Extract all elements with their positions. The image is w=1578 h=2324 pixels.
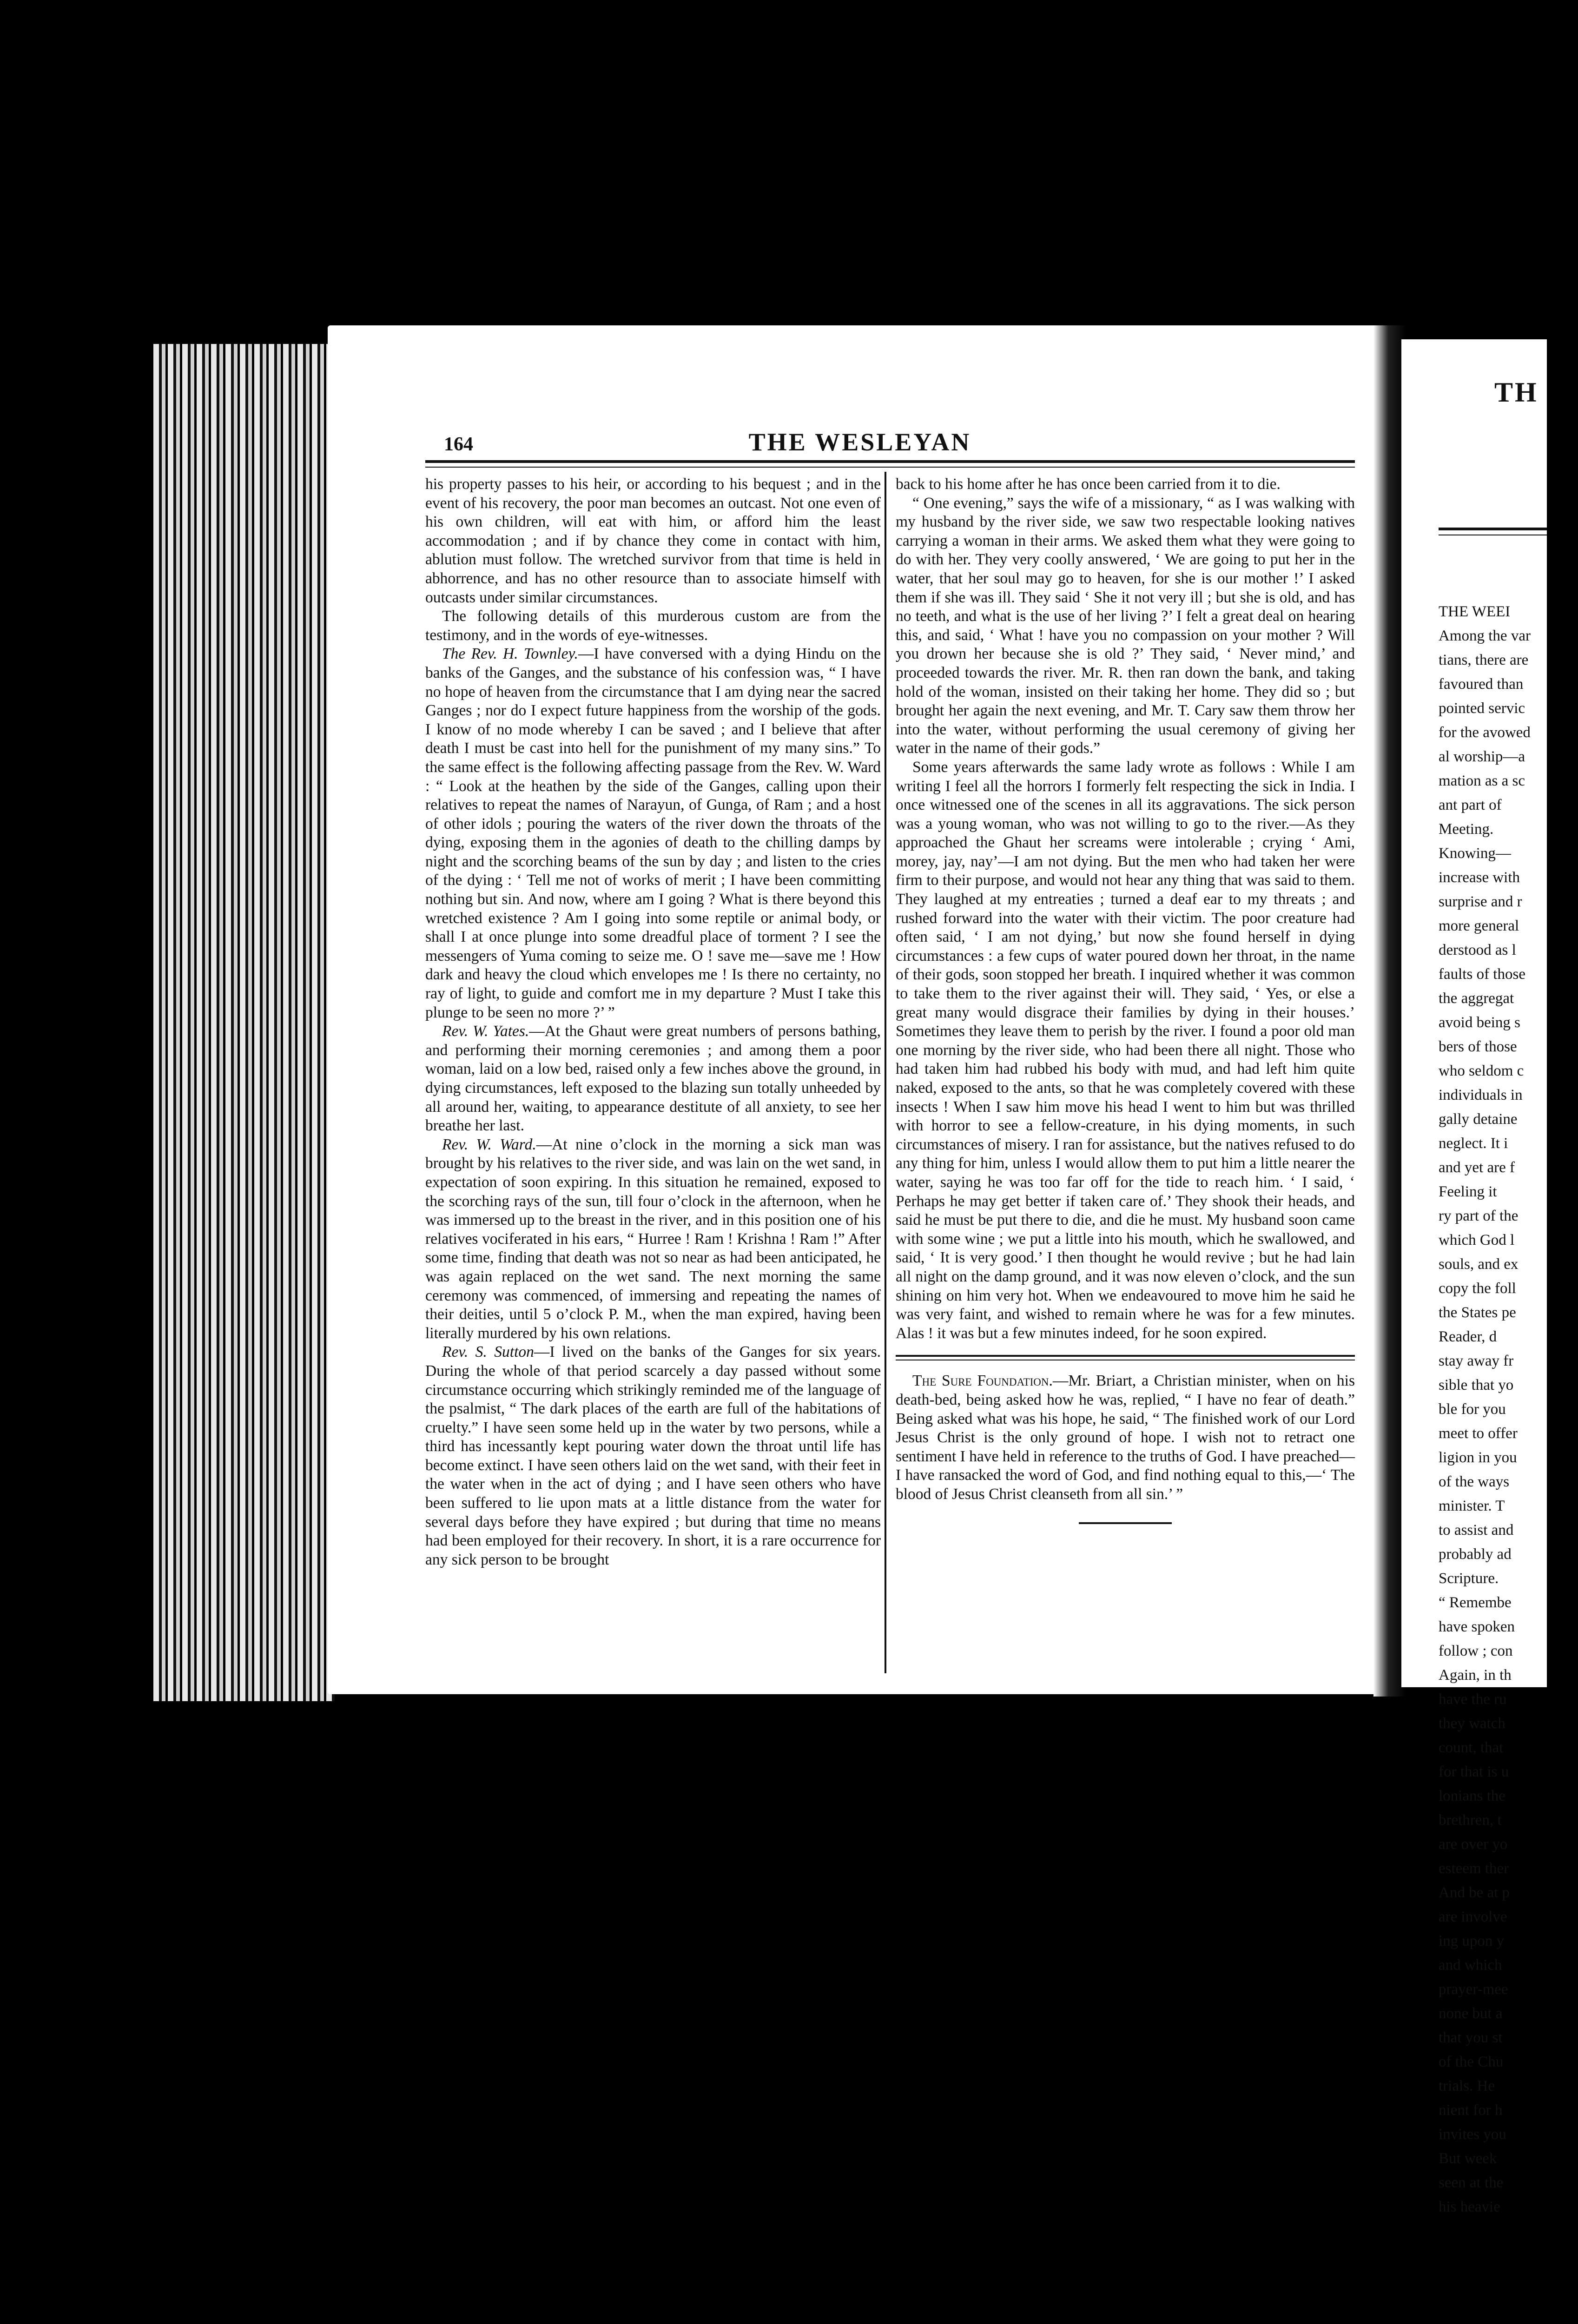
next-page-line: Among the var xyxy=(1439,627,1531,644)
column-divider xyxy=(885,472,886,1673)
next-page-line: prayer-mee xyxy=(1439,1981,1508,1998)
next-page-line: “ Remembe xyxy=(1439,1594,1512,1611)
next-page-line: count, that xyxy=(1439,1739,1504,1756)
next-page-line: of the Chu xyxy=(1439,2053,1504,2070)
next-page-line: the aggregat xyxy=(1439,990,1514,1007)
page-number: 164 xyxy=(444,434,473,455)
next-page-line: follow ; con xyxy=(1439,1643,1513,1659)
paragraph xyxy=(425,607,881,645)
next-page-line: esteem ther xyxy=(1439,1860,1509,1877)
next-page-line: surprise and r xyxy=(1439,893,1522,910)
next-page-running-head: TH xyxy=(1494,377,1538,408)
paragraph-text: “ One evening,” says the wife of a missionary, “ as I was walking with my husband by the river side, we saw two respectable looking natives carrying a woman in their arms. We asked them what they were going to do with her. They very coolly answered, ‘ We are going to put her in the water, that her soul may go to heaven, for she is our mother !’ I asked them if she was ill. They said ‘ She it not very ill ; but she is old, and has no teeth, and what is the use of her living ?’ I felt a great deal on hearing this, and said, ‘ What ! have you no compassion on your mother ? Will you drown her because she is old ?’ They said, ‘ Never mind,’ and proceeded towards the river. Mr. R. then ran down the bank, and taking hold of the woman, insisted on their taking her home. They did so ; but brought her again the next evening, and Mr. T. Cary saw them throw her into the water, without performing the usual ceremony of giving her water in the name of their gods.” xyxy=(896,494,1355,757)
header-rule xyxy=(425,460,1355,463)
next-page-line: have the ru xyxy=(1439,1691,1507,1708)
next-page-line: none but a xyxy=(1439,2005,1503,2022)
next-page-line: faults of those xyxy=(1439,966,1525,983)
next-page-line: invites you xyxy=(1439,2126,1506,2143)
next-page-line: bers of those xyxy=(1439,1038,1517,1055)
next-page-line: brethren, t xyxy=(1439,1812,1502,1829)
next-page-line: avoid being s xyxy=(1439,1014,1520,1031)
paragraph-text: Some years afterwards the same lady wrote as follows : While I am writing I feel all the horrors I formerly felt respecting the sick in India. I once witnessed one of the scenes in all its aggravations. The sick person was a young woman, who was not willing to go to the river.—As they approached the Ghaut her screams were intolerable ; crying ‘ Ami, morey, jay, nay’—I am not dying. But the men who had taken her were firm to their purpose, and would not hear any thing that was said to them. They laughed at my entreaties ; turned a deaf ear to my threats ; and rushed forward into the water with their victim. The poor creature had often said, ‘ I am not dying,’ but now she found herself in dying circumstances : a few cups of water poured down her throat, in the name of their gods, soon stopped her breath. I inquired whether it was common to take them to the river against their will. They said, ‘ Yes, or else a great many would disgrace their families by dying in their houses.’ Sometimes they leave them to perish by the river. I found a poor old man one morning by the river side, who had been there all night. Those who had taken him had rubbed his body with mud, and had left him quite naked, exposed to the ants, so that he was completely covered with these insects ! When I saw him move his head I went to him but was thrilled with horror to see a fellow-creature, in his dying moments, in such circumstances of misery. I ran for assistance, but the natives refused to do any thing for him, unless I would allow them to put him a little nearer the water, saying he was too far off for the tide to reach him. ‘ I said, ‘ Perhaps he may get better if taken care of.’ They shook their heads, and said he must be put there to die, and die he must. My husband soon came with some wine ; we put a little into his mouth, which he swallowed, and said, ‘ It is very good.’ I then thought he would revive ; but he had lain all night on the damp ground, and it was now eleven o’clock, and the sun shining on him very hot. When we endeavoured to move him he said he was very faint, and wished to remain where he was for a few minutes. Alas ! it was but a few minutes indeed, for he soon expired. xyxy=(896,758,1355,1342)
next-page-line: meet to offer xyxy=(1439,1425,1518,1442)
next-page-line: THE WEEI xyxy=(1439,603,1511,620)
paragraph xyxy=(425,475,881,607)
next-page-line: neglect. It i xyxy=(1439,1135,1508,1152)
next-page-line: And be at p xyxy=(1439,1884,1510,1901)
next-page-line: copy the foll xyxy=(1439,1280,1516,1297)
paragraph-lead: Rev. S. Sutton xyxy=(442,1343,534,1361)
left-column xyxy=(425,475,881,1569)
next-page-line: stay away fr xyxy=(1439,1353,1514,1369)
next-page-fragment xyxy=(1401,339,1547,2215)
paragraph xyxy=(896,475,1355,494)
next-page-line: ry part of the xyxy=(1439,1208,1519,1224)
next-page-line: Scripture. xyxy=(1439,1570,1499,1587)
next-page-line: derstood as l xyxy=(1439,942,1516,958)
next-page-line: pointed servic xyxy=(1439,700,1525,717)
scanned-page xyxy=(328,325,1392,1694)
next-page-line: more general xyxy=(1439,918,1519,934)
next-page-line: ing upon y xyxy=(1439,1933,1505,1949)
next-page-line: the States pe xyxy=(1439,1304,1516,1321)
next-page-line: who seldom c xyxy=(1439,1063,1524,1079)
next-page-line: for that is u xyxy=(1439,1763,1509,1780)
end-rule xyxy=(1079,1522,1172,1524)
next-page-line: ble for you xyxy=(1439,1401,1506,1418)
next-page-line: are over yo xyxy=(1439,1836,1508,1853)
next-page-line: and which xyxy=(1439,1957,1502,1974)
paragraph xyxy=(896,494,1355,758)
next-page-text xyxy=(1439,600,1578,2219)
paragraph-text: —Mr. Briart, a Christian minister, when on his death-bed, being asked how he was, replied, “ I have no fear of death.” Being asked what was his hope, he said, “ The finished work of our Lord Jesus Christ is the only ground of hope. I wish not to retract one sentiment I have held in reference to the truths of God. I have preached—I have ransacked the word of God, and find nothing equal to this,—‘ The blood of Jesus Christ cleanseth from all sin.’ ” xyxy=(896,1372,1355,1503)
next-page-line: But week xyxy=(1439,2150,1497,2167)
next-page-line: and yet are f xyxy=(1439,1159,1515,1176)
next-page-line: Reader, d xyxy=(1439,1328,1497,1345)
next-page-line: increase with xyxy=(1439,869,1520,886)
next-page-line: probably ad xyxy=(1439,1546,1512,1563)
next-page-line: nient for h xyxy=(1439,2102,1503,2119)
paragraph xyxy=(425,1343,881,1569)
paragraph-text: —At the Ghaut were great numbers of persons bathing, and performing their morning ceremonies ; and among them a poor woman, laid on a low bed, raised only a few inches above the ground, in dying circumstances, left exposed to the blazing sun totally unheeded by all around her, waiting, to appearance destitute of all anxiety, to see her breathe her last. xyxy=(425,1023,881,1135)
next-page-line: Feeling it xyxy=(1439,1183,1497,1200)
paragraph-text: —I lived on the banks of the Ganges for six years. During the whole of that period scarcely a day passed without some circumstance occurring which strikingly reminded me of the language of the psalmist, “ The dark places of the earth are full of the habitations of cruelty.” I have seen some held up in the water by two persons, while a third has incessantly kept pouring water down the throat until life has become extinct. I have seen others laid on the wet sand, with their feet in the water when in the act of dying ; and I have seen others who have been suffered to lie upon mats at a little distance from the water for several days before they have expired ; but during that time no means had been employed for their recovery. In short, it is a rare occurrence for any sick person to be brought xyxy=(425,1343,881,1568)
paragraph-lead: The Sure Foundation. xyxy=(912,1372,1053,1390)
paragraph-lead: Rev. W. Yates. xyxy=(442,1023,529,1040)
next-page-line: trials. He xyxy=(1439,2078,1495,2094)
running-head: THE WESLEYAN xyxy=(748,428,971,456)
next-page-line: that you st xyxy=(1439,2029,1503,2046)
next-page-line: Again, in th xyxy=(1439,1667,1512,1684)
next-page-line: seen at the xyxy=(1439,2174,1504,2191)
paragraph-text: —At nine o’clock in the morning a sick man was brought by his relatives to the river side, and was lain on the wet sand, in expectation of soon expiring. In this situation he remained, exposed to the scorching rays of the sun, till four o’clock in the afternoon, when he was immersed up to the breast in the river, and in this position one of his relatives vociferated in his ears, “ Hurree ! Ram ! Krishna ! Ram !” After some time, finding that death was not so near as had been anticipated, he was again replaced on the wet sand. The next morning the same ceremony was commenced, of immersing and repeating the names of their deities, until 5 o’clock P. M., when the man expired, having been literally murdered by his own relations. xyxy=(425,1136,881,1342)
next-page-line: tians, there are xyxy=(1439,652,1529,668)
paragraph-text: The following details of this murderous custom are from the testimony, and in the words of eye-witnesses. xyxy=(425,607,881,644)
paragraph xyxy=(425,1136,881,1343)
next-page-line: favoured than xyxy=(1439,676,1524,693)
next-page-line: lonians the xyxy=(1439,1788,1505,1804)
next-page-line: al worship—a xyxy=(1439,748,1525,765)
next-page-line: minister. T xyxy=(1439,1498,1505,1514)
paragraph xyxy=(425,1022,881,1136)
paragraph-text: —I have conversed with a dying Hindu on the banks of the Ganges, and the substance of his confession was, “ I have no hope of heaven from the circumstance that I am dying near the sacred Ganges ; nor do I expect future happiness from the worship of the gods. I know of no mode whereby I can be saved ; and I believe that after death I must be cast into hell for the punishment of my many sins.” To the same effect is the following affecting passage from the Rev. W. Ward : “ Look at the heathen by the side of the Ganges, calling upon their relatives to repeat the names of Narayun, of Gunga, of Ram ; and a host of other idols ; pouring the waters of the river down the throats of the dying, exposing them in the agonies of death to the chilling damps by night and the scorching beams of the sun by day ; and listen to the cries of the dying : ‘ Tell me not of works of merit ; I have been committing nothing but sin. And now, where am I going ? What is there beyond this wretched existence ? Am I going into some reptile or animal body, or shall I at once plunge into some dreadful place of torment ? I see the messengers of Yuma coming to seize me. O ! save me—save me ! How dark and heavy the cloud which envelopes me ! Is there no certainty, no ray of light, to guide and comfort me in my departure ? Must I take this plunge to be seen no more ?’ ” xyxy=(425,645,881,1021)
next-page-line: Knowing— xyxy=(1439,845,1511,862)
next-page-line: sible that yo xyxy=(1439,1377,1514,1393)
next-page-line: to assist and xyxy=(1439,1522,1514,1538)
next-page-line: gally detaine xyxy=(1439,1111,1518,1128)
next-page-line: souls, and ex xyxy=(1439,1256,1519,1273)
paragraph-text: back to his home after he has once been carried from it to die. xyxy=(896,475,1281,493)
next-page-line: of the ways xyxy=(1439,1473,1510,1490)
paragraph-text: his property passes to his heir, or according to his bequest ; and in the event of his recovery, the poor man becomes an outcast. Not one even of his own children, will eat with him, or afford him the least accommodation ; and if by chance they come in contact with him, ablution must follow. The wretched survivor from that time is held in abhorrence, and has no other resource than to associate himself with outcasts under similar circumstances. xyxy=(425,475,881,606)
next-page-line: have spoken xyxy=(1439,1618,1515,1635)
book-page-edges xyxy=(153,344,335,1701)
next-page-line: ligion in you xyxy=(1439,1449,1517,1466)
section-rule xyxy=(896,1355,1355,1357)
next-page-line: for the avowed xyxy=(1439,724,1531,741)
next-page-line: ant part of xyxy=(1439,797,1502,813)
paragraph-lead: The Rev. H. Townley. xyxy=(442,645,578,663)
next-page-line: are involve xyxy=(1439,1908,1507,1925)
next-page-line: they watch xyxy=(1439,1715,1505,1732)
paragraph xyxy=(425,645,881,1022)
right-column xyxy=(896,475,1355,1524)
header-rule-thin xyxy=(425,467,1355,468)
next-page-line: Meeting. xyxy=(1439,821,1494,838)
next-page-line: his heavie xyxy=(1439,2199,1500,2215)
paragraph xyxy=(896,758,1355,1343)
next-page-header-rule xyxy=(1439,528,1547,530)
paragraph xyxy=(896,1372,1355,1504)
next-page-line: individuals in xyxy=(1439,1087,1523,1103)
next-page-line: which God l xyxy=(1439,1232,1515,1248)
paragraph-lead: Rev. W. Ward. xyxy=(442,1136,536,1153)
next-page-line: mation as a sc xyxy=(1439,772,1525,789)
